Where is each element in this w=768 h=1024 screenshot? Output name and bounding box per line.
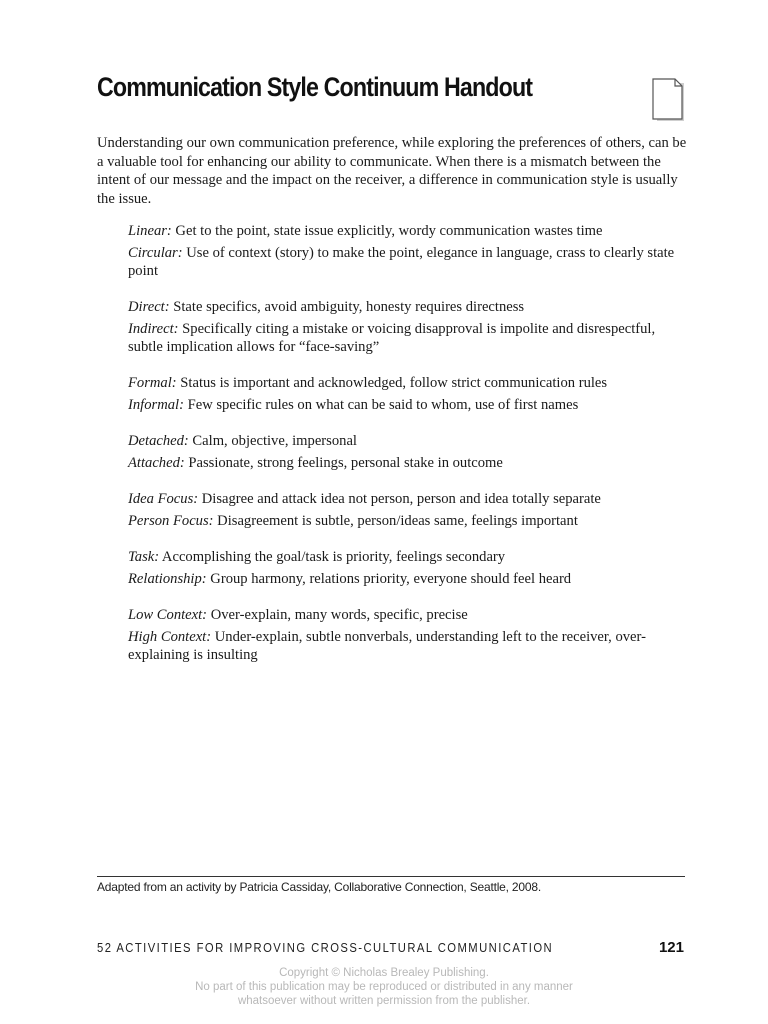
style-description: Under-explain, subtle nonverbals, understanding left to the receiver, over-explaining is insulting <box>128 629 646 663</box>
style-term: High Context: <box>128 629 212 645</box>
style-description: State specifics, avoid ambiguity, honesty requires directness <box>169 299 525 315</box>
style-definition <box>128 454 688 472</box>
style-term: Attached: <box>128 455 185 471</box>
running-head: 52 ACTIVITIES FOR IMPROVING CROSS-CULTURAL COMMUNICATION <box>97 941 554 955</box>
style-definition <box>128 396 688 414</box>
page-number: 121 <box>658 939 684 956</box>
style-term: Direct: <box>128 299 170 315</box>
style-description: Group harmony, relations priority, everyone should feel heard <box>206 571 572 587</box>
copyright-notice <box>0 966 768 1008</box>
style-description: Few specific rules on what can be said to whom, use of first names <box>183 397 579 413</box>
style-pair <box>128 490 688 530</box>
style-description: Specifically citing a mistake or voicing disapproval is impolite and disrespectful, subtle implication allows for “face-saving” <box>128 321 656 355</box>
style-pair <box>128 222 688 280</box>
page-title: Communication Style Continuum Handout <box>97 72 533 102</box>
handout-document-icon <box>650 76 686 124</box>
style-term: Detached: <box>128 433 189 449</box>
source-note: Adapted from an activity by Patricia Cassiday, Collaborative Connection, Seattle, 2008. <box>97 880 541 894</box>
style-term: Circular: <box>128 245 183 261</box>
style-definition <box>128 606 688 624</box>
style-description: Status is important and acknowledged, follow strict communication rules <box>176 375 608 391</box>
style-term: Indirect: <box>128 321 179 337</box>
style-definition <box>128 570 688 588</box>
style-term: Linear: <box>128 223 172 239</box>
style-definition <box>128 244 688 280</box>
style-description: Passionate, strong feelings, personal stake in outcome <box>184 455 503 471</box>
intro-paragraph: Understanding our own communication preference, while exploring the preferences of others, can be a valuable tool for enhancing our ability to communicate. When there is a mismatch between the intent of our message and the impact on the receiver, a difference in communication style is usually the issue. <box>97 135 687 207</box>
style-pair <box>128 432 688 472</box>
style-description: Accomplishing the goal/task is priority, feelings secondary <box>159 549 506 565</box>
style-definition <box>128 432 688 450</box>
style-description: Get to the point, state issue explicitly, wordy communication wastes time <box>171 223 603 239</box>
copyright-line: Copyright © Nicholas Brealey Publishing. <box>279 967 489 979</box>
style-definition <box>128 490 688 508</box>
style-term: Low Context: <box>128 607 208 623</box>
style-pair <box>128 606 688 664</box>
style-term: Task: <box>128 549 160 565</box>
style-description: Calm, objective, impersonal <box>188 433 357 449</box>
style-definition <box>128 628 688 664</box>
style-description: Use of context (story) to make the point, elegance in language, crass to clearly state point <box>128 245 675 279</box>
copyright-line: No part of this publication may be reproduced or distributed in any manner <box>195 981 573 993</box>
style-definition <box>128 548 688 566</box>
style-term: Idea Focus: <box>128 491 199 507</box>
style-term: Relationship: <box>128 571 207 587</box>
style-pair <box>128 374 688 414</box>
style-continuum-list <box>128 222 688 682</box>
style-definition <box>128 320 688 356</box>
style-term: Person Focus: <box>128 513 214 529</box>
style-term: Formal: <box>128 375 177 391</box>
style-definition <box>128 512 688 530</box>
style-description: Disagreement is subtle, person/ideas same, feelings important <box>213 513 578 529</box>
copyright-line: whatsoever without written permission from the publisher. <box>237 995 531 1007</box>
style-description: Disagree and attack idea not person, person and idea totally separate <box>198 491 601 507</box>
style-description: Over-explain, many words, specific, precise <box>207 607 468 623</box>
style-pair <box>128 298 688 356</box>
style-definition <box>128 298 688 316</box>
style-definition <box>128 222 688 240</box>
style-pair <box>128 548 688 588</box>
style-term: Informal: <box>128 397 184 413</box>
footnote-divider <box>97 876 685 877</box>
style-definition <box>128 374 688 392</box>
